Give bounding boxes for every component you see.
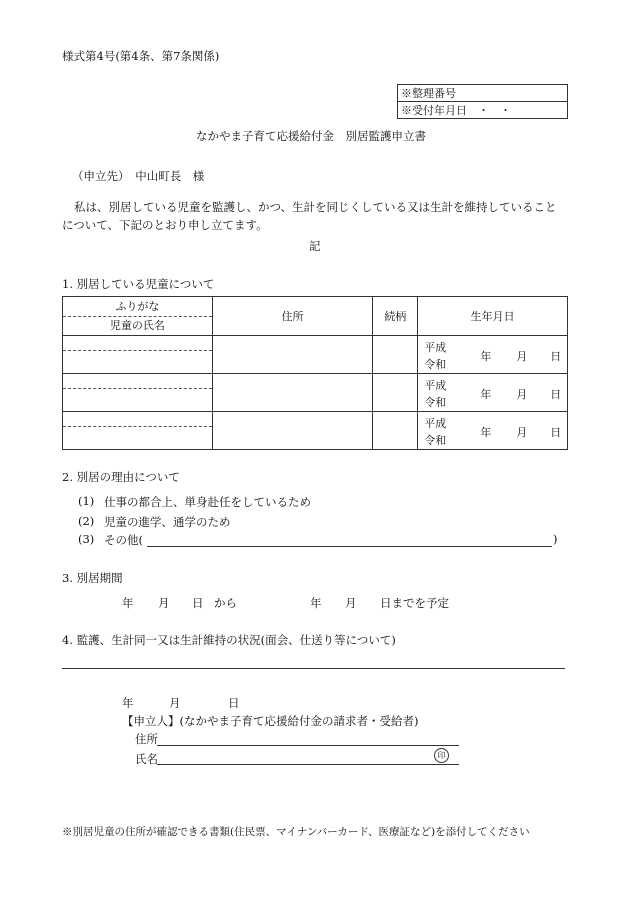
- child-table-header: [63, 297, 568, 336]
- section3-heading: 3. 別居期間: [62, 571, 123, 585]
- sign-day: 日: [228, 696, 240, 710]
- intro-statement: 私は、別居している児童を監護し、かつ、生計を同じくしている又は生計を維持していることについて、下記のとおり申し立てます。: [62, 200, 557, 232]
- footnote: ※別居児童の住所が確認できる書類(住民票、マイナンバーカード、医療証など)を添付してください: [62, 826, 530, 838]
- furigana-header: ふりがな: [63, 298, 212, 317]
- record-date-label: ※受付年月日 ・ ・: [398, 102, 568, 119]
- section2-heading: 2. 別居の理由について: [62, 470, 180, 484]
- period-start-month: 月: [158, 596, 170, 610]
- reason-2-text[interactable]: 児童の進学、通学のため: [104, 515, 231, 529]
- addressee: （申立先） 中山町長 様: [72, 169, 205, 183]
- applicant-label: 【申立人】(なかやま子育て応援給付金の請求者・受給者): [122, 714, 419, 728]
- address-field[interactable]: [212, 336, 373, 374]
- address-label: 住所: [135, 732, 158, 746]
- period-start-day: 日: [192, 596, 204, 610]
- section4-heading: 4. 監護、生計同一又は生計維持の状況(面会、仕送り等について): [62, 633, 396, 647]
- reason-1-number: (1): [78, 494, 95, 508]
- from-label: から: [214, 596, 237, 610]
- period-end-year: 年: [310, 596, 322, 610]
- name-label: 氏名: [135, 752, 158, 766]
- sign-year: 年: [122, 696, 134, 710]
- sign-month: 月: [169, 696, 181, 710]
- section1-heading: 1. 別居している児童について: [62, 277, 215, 291]
- reason-1-text[interactable]: 仕事の都合上、単身赴任をしているため: [104, 495, 311, 509]
- birth-header: 生年月日: [418, 297, 568, 336]
- relation-header: 続柄: [373, 297, 418, 336]
- reason-3-number: (3): [78, 532, 95, 546]
- furigana-field[interactable]: [63, 412, 212, 427]
- furigana-field[interactable]: [63, 374, 212, 389]
- table-row: [63, 412, 568, 450]
- furigana-field[interactable]: [63, 336, 212, 351]
- applicant-address-field[interactable]: [157, 745, 459, 746]
- period-end-month: 月: [345, 596, 357, 610]
- record-box: [397, 84, 568, 119]
- period-start-year: 年: [122, 596, 134, 610]
- form-number: 様式第4号(第4条、第7条関係): [62, 49, 220, 63]
- applicant-name-field[interactable]: [157, 764, 459, 765]
- child-table: [62, 296, 568, 450]
- address-field[interactable]: [212, 412, 373, 450]
- child-name-field[interactable]: [63, 351, 212, 373]
- reason-3-text[interactable]: その他(: [104, 533, 143, 547]
- address-field[interactable]: [212, 374, 373, 412]
- relation-field[interactable]: [373, 336, 418, 374]
- table-row: [63, 336, 568, 374]
- address-header: 住所: [212, 297, 373, 336]
- seal-mark: 印: [434, 748, 449, 763]
- birthdate-field[interactable]: 平成 令和 年 月 日: [424, 341, 562, 371]
- birthdate-field[interactable]: 平成 令和 年 月 日: [424, 417, 562, 447]
- birthdate-field[interactable]: 平成 令和 年 月 日: [424, 379, 562, 409]
- situation-field[interactable]: [62, 668, 565, 669]
- ki-label: 記: [309, 239, 321, 253]
- relation-field[interactable]: [373, 374, 418, 412]
- child-name-header: 児童の氏名: [109, 318, 165, 332]
- until-label: 日までを予定: [380, 596, 449, 610]
- child-name-field[interactable]: [63, 389, 212, 411]
- record-number-label: ※整理番号: [398, 85, 568, 102]
- other-reason-field[interactable]: [147, 546, 552, 547]
- table-row: [63, 374, 568, 412]
- relation-field[interactable]: [373, 412, 418, 450]
- child-name-field[interactable]: [63, 427, 212, 449]
- close-paren: ): [553, 532, 558, 546]
- reason-2-number: (2): [78, 514, 95, 528]
- document-title: なかやま子育て応援給付金 別居監護申立書: [196, 129, 426, 143]
